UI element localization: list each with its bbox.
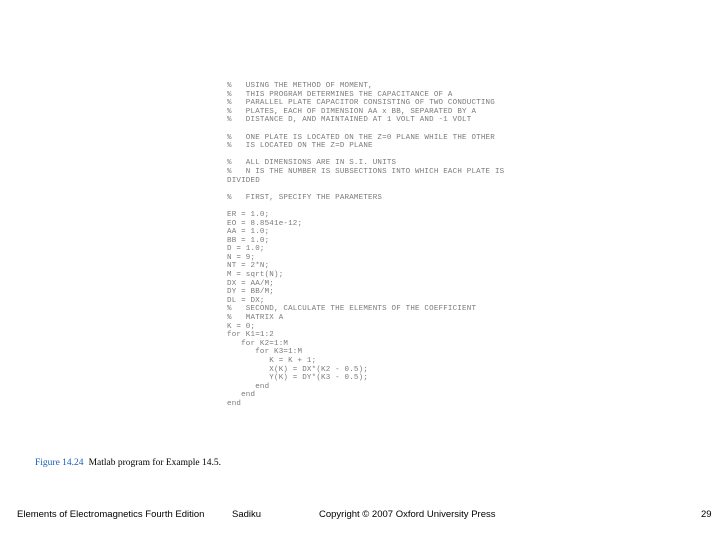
code-line bbox=[227, 125, 517, 134]
code-line: NT = 2*N; bbox=[227, 262, 270, 271]
code-line: K = 0; bbox=[227, 322, 256, 331]
footer-copyright: Copyright © 2007 Oxford University Press bbox=[319, 509, 496, 520]
figure-caption bbox=[35, 458, 221, 468]
code-line: % IS LOCATED ON THE Z=D PLANE bbox=[227, 142, 373, 151]
footer-book-title: Elements of Electromagnetics Fourth Edition bbox=[17, 509, 205, 520]
code-line: DX = AA/M; bbox=[227, 279, 275, 288]
code-line: % FIRST, SPECIFY THE PARAMETERS bbox=[227, 193, 383, 202]
code-line: ER = 1.0; bbox=[227, 210, 270, 219]
code-line: end bbox=[227, 391, 256, 400]
code-line: for K3=1:M bbox=[227, 348, 303, 357]
code-line: M = sqrt(N); bbox=[227, 271, 284, 280]
code-line: BB = 1.0; bbox=[227, 236, 270, 245]
code-line bbox=[227, 151, 517, 160]
code-line bbox=[227, 202, 517, 211]
code-line bbox=[227, 185, 517, 194]
code-line: % USING THE METHOD OF MOMENT, bbox=[227, 82, 373, 90]
code-line: DIVIDED bbox=[227, 176, 260, 185]
code-line: % ALL DIMENSIONS ARE IN S.I. UNITS bbox=[227, 159, 397, 168]
code-line: % PARALLEL PLATE CAPACITOR CONSISTING OF TWO CONDUCTING bbox=[227, 99, 495, 108]
code-line: DY = BB/M; bbox=[227, 288, 275, 297]
code-line: % MATRIX A bbox=[227, 314, 284, 323]
code-line: Y(K) = DY*(K3 - 0.5); bbox=[227, 374, 369, 383]
figure-label: Figure 14.24 bbox=[35, 458, 84, 468]
code-line: X(K) = DX*(K2 - 0.5); bbox=[227, 365, 369, 374]
code-line: % ONE PLATE IS LOCATED ON THE Z=0 PLANE WHILE THE OTHER bbox=[227, 133, 495, 142]
code-line: % N IS THE NUMBER IS SUBSECTIONS INTO WHICH EACH PLATE IS bbox=[227, 167, 505, 176]
page-number: 29 bbox=[701, 509, 712, 520]
code-line: DL = DX; bbox=[227, 296, 265, 305]
code-line: K = K + 1; bbox=[227, 357, 317, 365]
code-line: N = 9; bbox=[227, 253, 256, 262]
code-line: end bbox=[227, 382, 270, 391]
code-line: % DISTANCE D, AND MAINTAINED AT 1 VOLT AND -1 VOLT bbox=[227, 116, 472, 125]
code-line: for K1=1:2 bbox=[227, 331, 275, 340]
code-line: EO = 8.8541e-12; bbox=[227, 219, 303, 228]
figure-caption-text: Matlab program for Example 14.5. bbox=[88, 458, 221, 468]
code-line: D = 1.0; bbox=[227, 245, 265, 254]
code-line: for K2=1:M bbox=[227, 339, 289, 348]
code-line: % PLATES, EACH OF DIMENSION AA x BB, SEPARATED BY A bbox=[227, 107, 477, 116]
matlab-code-listing bbox=[227, 82, 517, 409]
code-line: % THIS PROGRAM DETERMINES THE CAPACITANCE OF A bbox=[227, 90, 453, 99]
code-line: end bbox=[227, 399, 242, 408]
footer-author: Sadiku bbox=[232, 509, 262, 520]
code-line: % SECOND, CALCULATE THE ELEMENTS OF THE COEFFICIENT bbox=[227, 305, 477, 314]
code-line: AA = 1.0; bbox=[227, 228, 270, 237]
